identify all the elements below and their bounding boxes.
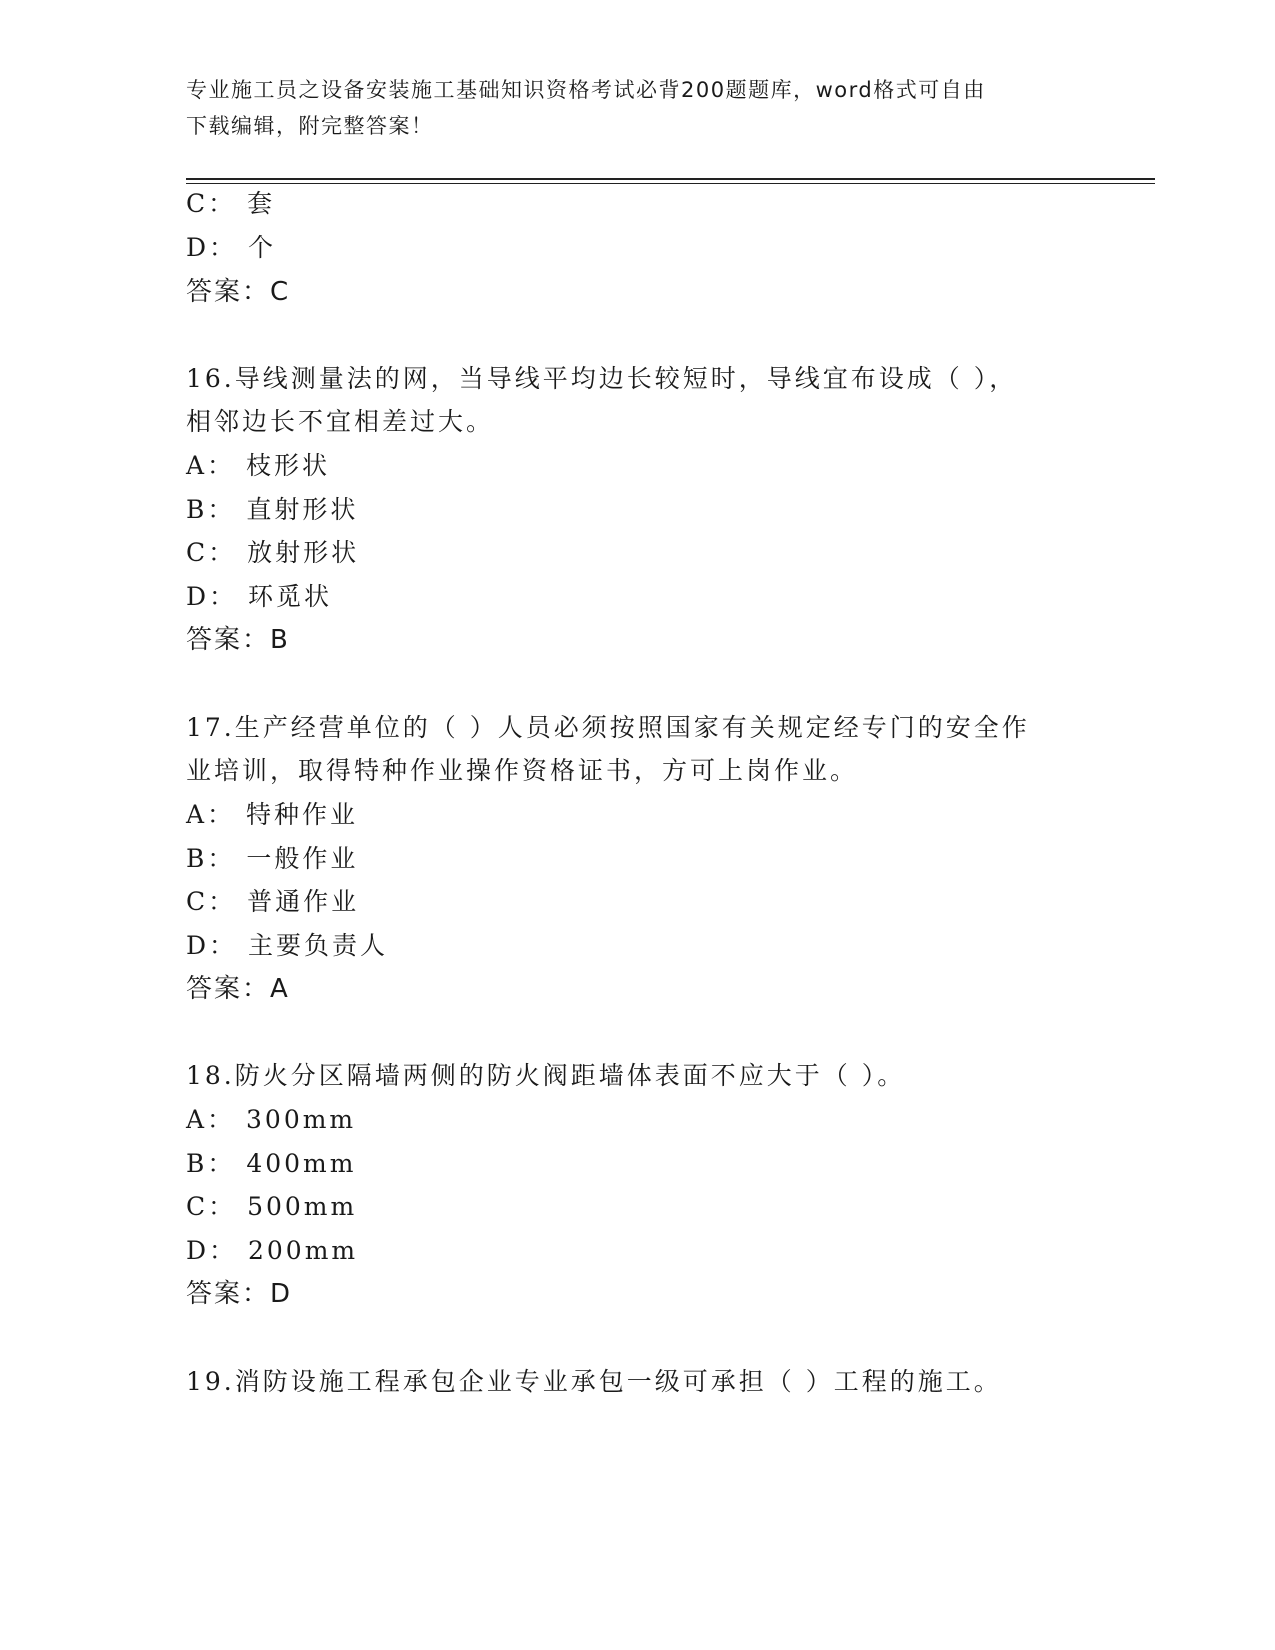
header-divider-thin bbox=[186, 183, 1155, 184]
option-d: D： 环觅状 bbox=[186, 582, 332, 611]
option-a: A： 特种作业 bbox=[186, 800, 359, 829]
option-c: C： 500mm bbox=[186, 1192, 358, 1221]
option-a: A： 枝形状 bbox=[186, 451, 331, 480]
question-stem: 相邻边长不宜相差过大。 bbox=[186, 407, 495, 436]
question-stem: 19.消防设施工程承包企业专业承包一级可承担（ ）工程的施工。 bbox=[186, 1367, 1002, 1396]
question-stem: 17.生产经营单位的（ ）人员必须按照国家有关规定经专门的安全作 bbox=[186, 713, 1030, 742]
question-stem: 16.导线测量法的网，当导线平均边长较短时，导线宜布设成（ ）， bbox=[186, 364, 1018, 393]
header-line-1: 专业施工员之设备安装施工基础知识资格考试必背200题题库，word格式可自由 bbox=[186, 78, 986, 102]
option-d: D： 个 bbox=[186, 233, 276, 262]
option-c: C： 套 bbox=[186, 189, 276, 218]
answer-label: 答案：C bbox=[186, 277, 291, 307]
option-d: D： 主要负责人 bbox=[186, 931, 388, 960]
option-a: A： 300mm bbox=[186, 1105, 357, 1134]
answer-label: 答案：B bbox=[186, 625, 290, 655]
question-stem: 业培训，取得特种作业操作资格证书，方可上岗作业。 bbox=[186, 756, 859, 785]
answer-label: 答案：D bbox=[186, 1279, 293, 1309]
option-b: B： 400mm bbox=[186, 1149, 357, 1178]
answer-label: 答案：A bbox=[186, 974, 290, 1004]
option-b: B： 直射形状 bbox=[186, 495, 359, 524]
header-line-2: 下载编辑，附完整答案！ bbox=[186, 114, 434, 138]
option-d: D： 200mm bbox=[186, 1236, 359, 1265]
option-b: B： 一般作业 bbox=[186, 844, 359, 873]
document-header bbox=[186, 72, 1086, 144]
option-c: C： 普通作业 bbox=[186, 887, 360, 916]
option-c: C： 放射形状 bbox=[186, 538, 360, 567]
question-stem: 18.防火分区隔墙两侧的防火阀距墙体表面不应大于（ ）。 bbox=[186, 1061, 906, 1090]
header-divider-thick bbox=[186, 178, 1155, 180]
